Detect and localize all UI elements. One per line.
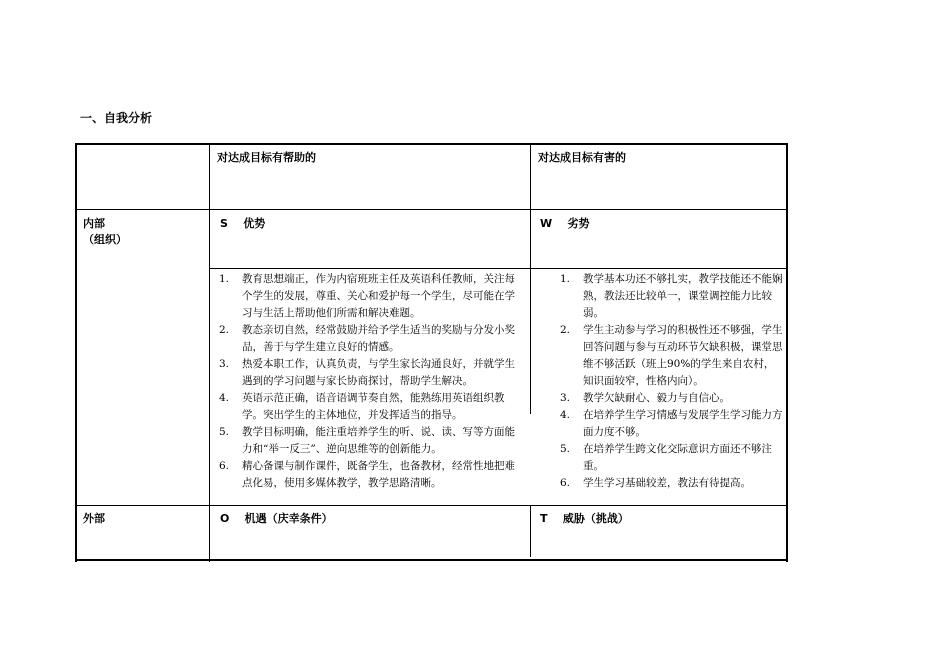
list-item-number: 1. <box>560 273 571 285</box>
list-item-number: 3. <box>560 392 571 404</box>
strengths-list <box>219 271 525 492</box>
list-item-number: 4. <box>560 409 571 421</box>
internal-label-line1: 内部 <box>83 217 105 230</box>
weaknesses-title: W 劣势 <box>540 217 590 230</box>
col-divider-2 <box>530 143 531 414</box>
list-item-text: 英语示范正确，语音语调节奏自然，能熟练用英语组织教学。突出学生的主体地位，并发挥适当的指导。 <box>242 392 505 421</box>
strengths-title: S 优势 <box>220 217 266 230</box>
weaknesses-item <box>560 271 783 322</box>
list-item-text: 精心备课与制作课件，既备学生，也备教材，经常性地把难点化易，使用多媒体教学，教学思路清晰。 <box>242 460 515 489</box>
list-item-number: 6. <box>219 460 230 472</box>
list-item-text: 热爱本职工作，认真负责，与学生家长沟通良好，并就学生遇到的学习问题与家长协商探讨，帮助学生解决。 <box>242 358 515 387</box>
list-item-number: 6. <box>560 477 571 489</box>
row-divider-3 <box>75 505 788 506</box>
list-item-text: 学生学习基础较差，教法有待提高。 <box>583 477 751 489</box>
internal-label-line2: （组织） <box>83 233 127 246</box>
list-item-text: 教育思想端正，作为内宿班班主任及英语科任教师，关注每个学生的发展，尊重、关心和爱护每一个学生，尽可能在学习与生活上帮助他们所需和解决难题。 <box>242 273 515 319</box>
col-divider-1 <box>209 143 210 562</box>
table-bottom-border <box>75 559 788 561</box>
list-item-number: 3. <box>219 358 230 370</box>
list-item-text: 教学目标明确，能注重培养学生的听、说、读、写等方面能力和“举一反三”、逆向思维等的创新能力。 <box>242 426 515 455</box>
section-heading: 一、自我分析 <box>80 111 153 125</box>
list-item-text: 在培养学生学习情感与发展学生学习能力方面力度不够。 <box>583 409 783 438</box>
strengths-item <box>219 424 525 458</box>
list-item-number: 2. <box>219 324 230 336</box>
weaknesses-item <box>560 441 783 475</box>
table-left-border <box>75 143 77 562</box>
weaknesses-item <box>560 390 783 407</box>
table-right-border <box>786 143 788 562</box>
opportunities-title: O 机遇（庆幸条件） <box>220 512 333 525</box>
list-item-number: 1. <box>219 273 230 285</box>
external-label: 外部 <box>83 512 105 525</box>
header-harmful: 对达成目标有害的 <box>538 151 626 164</box>
weaknesses-list <box>560 271 783 492</box>
row-divider-2 <box>209 268 788 269</box>
list-item-number: 5. <box>219 426 230 438</box>
header-helpful: 对达成目标有帮助的 <box>217 151 316 164</box>
weaknesses-item <box>560 407 783 441</box>
col-divider-2b <box>530 506 531 557</box>
table-top-border <box>75 143 788 145</box>
list-item-text: 在培养学生跨文化交际意识方面还不够注重。 <box>583 443 772 472</box>
list-item-text: 教学欠缺耐心、毅力与自信心。 <box>583 392 730 404</box>
internal-label <box>83 216 127 248</box>
row-divider-1 <box>75 209 788 210</box>
list-item-text: 教态亲切自然，经常鼓励并给予学生适当的奖励与分发小奖品，善于与学生建立良好的情感。 <box>242 324 515 353</box>
threats-title: T 威胁（挑战） <box>540 512 629 525</box>
strengths-item <box>219 356 525 390</box>
weaknesses-item <box>560 475 783 492</box>
strengths-item <box>219 390 525 424</box>
list-item-number: 2. <box>560 324 571 336</box>
strengths-item <box>219 271 525 322</box>
strengths-item <box>219 322 525 356</box>
list-item-number: 4. <box>219 392 230 404</box>
list-item-text: 教学基本功还不够扎实，教学技能还不能娴熟，教法还比较单一，课堂调控能力比较弱。 <box>583 273 783 319</box>
weaknesses-item <box>560 322 783 390</box>
strengths-item <box>219 458 525 492</box>
list-item-number: 5. <box>560 443 571 455</box>
list-item-text: 学生主动参与学习的积极性还不够强，学生回答问题与参与互动环节欠缺积极，课堂思维不够活跃（班上90%的学生来自农村，知识面较窄，性格内向）。 <box>583 324 783 387</box>
swot-table <box>75 143 788 562</box>
